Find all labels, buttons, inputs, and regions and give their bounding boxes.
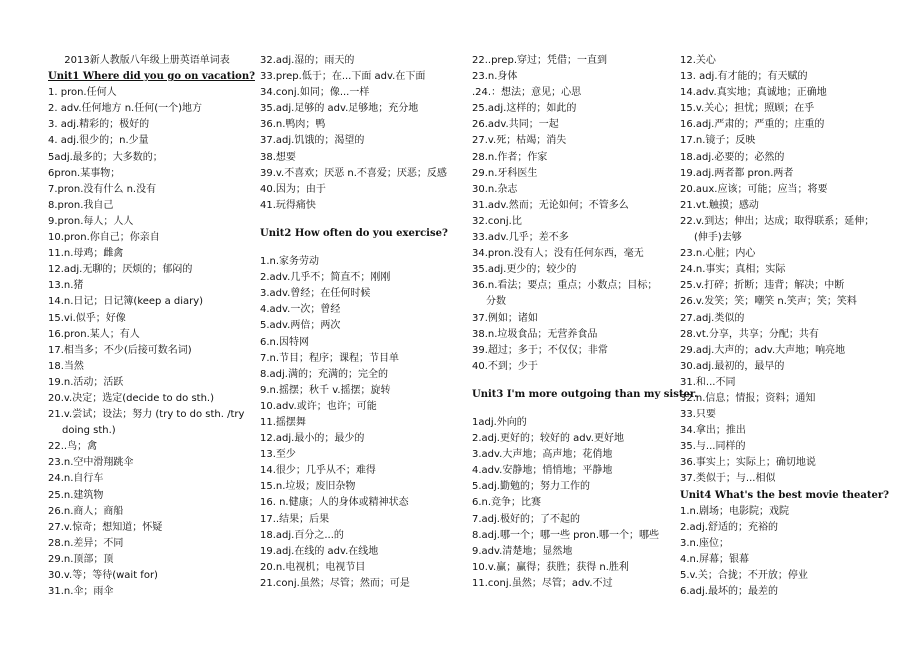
vocab-entry: 21.vt.触摸；感动 [680,199,759,211]
vocab-entry: 22..鸟；禽 [48,441,98,453]
vocab-entry: 37.例如；诸如 [472,312,538,324]
vocab-entry: 分数 [486,296,506,308]
vocab-entry: 15.n.垃圾；废旧杂物 [260,481,356,493]
vocab-entry: 22.v.到达；伸出；达成；取得联系；延伸； [680,215,875,227]
vocab-entry: 28.n.差异；不同 [48,537,124,549]
vocab-entry: 30.adj.最初的，最早的 [680,360,785,372]
vocab-entry: 16.pron.某人；有人 [48,328,140,340]
vocab-entry: 5.v.关；合拢；不开放；停业 [680,570,808,581]
spacer [472,403,670,415]
vocab-entry: 11.n.母鸡；雌禽 [48,248,124,260]
vocab-entry: 9.adv.清楚地；显然地 [472,545,573,557]
vocab-entry: 5.adv.两倍；两次 [260,320,341,332]
vocab-entry: 36.n.鸭肉；鸭 [260,119,326,131]
vocab-entry: 11.摇摆舞 [260,416,306,428]
vocab-entry: 14.n.日记；日记簿(keep a diary) [48,296,204,308]
vocab-entry: 16. n.健康；人的身体或精神状态 [260,497,409,509]
vocab-entry: .24.：想法；意见；心思 [472,87,582,99]
vocab-entry: 17.n.镜子；反映 [680,135,756,147]
vocab-entry: 25.n.建筑物 [48,489,104,501]
vocab-entry: 32.n.信息；情报；资料；通知 [680,392,816,404]
unit-heading: Unit4 What's the best movie theater? [680,489,889,501]
vocab-entry: 9.n.摇摆；秋千 v.摇摆；旋转 [260,384,391,396]
vocab-entry: 7.n.节目；程序；课程；节目单 [260,352,400,364]
vocab-entry: 33.prep.低于；在...下面 adv.在下面 [260,71,426,83]
spacer [260,242,460,254]
vocab-entry: 8.adj.哪一个；哪一些 pron.哪一个；哪些 [472,529,660,541]
vocab-entry: 33.只要 [680,409,716,421]
vocab-entry: 3.adv.曾经；在任何时候 [260,288,371,300]
vocab-entry: 20.n.电视机；电视节目 [260,561,366,573]
vocab-entry: 31.和...不同 [680,376,736,388]
vocab-entry: 2.adj.更好的；较好的 adv.更好地 [472,433,624,445]
vocab-entry: 19.adj.在线的 adv.在线地 [260,545,379,557]
vocab-entry: 9.pron.每人；人人 [48,215,134,227]
vocab-entry: 39.超过；多于；不仅仅；非常 [472,344,608,356]
vocab-entry: (伸手)去够 [694,232,742,244]
vocab-entry: 15.v.关心；担忧；照顾；在乎 [680,103,815,115]
vocab-entry: 35.与...同样的 [680,441,746,453]
vocab-entry: 12.adj.无聊的；厌烦的；郁闷的 [48,264,193,276]
vocab-entry: 23.n.空中滑翔跳伞 [48,457,134,469]
vocab-entry: 24.n.事实；真相；实际 [680,264,786,276]
vocab-entry: 2.adv.几乎不；简直不；刚刚 [260,272,391,284]
vocab-entry: 29.adj.大声的；adv.大声地；响亮地 [680,344,846,356]
vocab-entry: 36.事实上；实际上；确切地说 [680,457,816,469]
column-2 [260,53,460,592]
vocab-entry: 6.adj.最坏的；最差的 [680,586,778,598]
vocab-entry: 34.pron.没有人；没有任何东西，毫无 [472,248,644,260]
vocab-entry: 25.adj.这样的；如此的 [472,103,577,115]
vocab-entry: 24.n.自行车 [48,473,104,485]
vocab-entry: 33.adv.几乎；差不多 [472,232,569,244]
vocab-entry: 18.adj.百分之...的 [260,529,344,541]
vocab-entry: 6.n.竞争；比赛 [472,497,542,509]
vocab-entry: 7.pron.没有什么 n.没有 [48,183,157,195]
vocab-entry: 29.n.顶部；顶 [48,553,114,565]
vocab-entry: 4.adv.一次；曾经 [260,304,341,316]
vocab-entry: 17..结果；后果 [260,513,330,525]
vocab-entry: 2.adj.舒适的；充裕的 [680,521,778,533]
vocab-entry: 8.pron.我自己 [48,199,114,211]
vocab-entry: 30.v.等；等待(wait for) [48,570,158,581]
vocab-entry: 26.v.发笑；笑；嘲笑 n.笑声；笑；笑料 [680,296,857,308]
vocab-entry: 1. pron.任何人 [48,87,117,99]
vocab-entry: 18.当然 [48,360,84,372]
vocab-entry: 36.n.看法；要点；重点；小数点；目标； [472,280,658,292]
vocab-entry: 7.adj.极好的；了不起的 [472,513,580,525]
unit-heading: Unit1 Where did you go on vacation? [48,71,255,83]
vocab-entry: 13.至少 [260,449,296,461]
vocab-entry: 32.adj.湿的；雨天的 [260,55,355,66]
column-4 [680,53,889,600]
vocab-entry: 6pron.某事物； [48,167,121,179]
vocab-entry: 19.adj.两者都 pron.两者 [680,167,794,179]
vocab-entry: 38.n.垃圾食品；无营养食品 [472,328,598,340]
vocab-entry: 13. adj.有才能的；有天赋的 [680,71,808,83]
vocab-entry: 8.adj.满的；充满的；完全的 [260,368,388,380]
vocab-entry: 27.v.死；枯竭；消失 [472,135,567,147]
vocab-entry: 14.adv.真实地；真诚地；正确地 [680,87,827,99]
vocab-entry: 41.玩得痛快 [260,199,316,211]
vocab-entry: 10.adv.或许；也许；可能 [260,400,377,412]
vocab-entry: 12.关心 [680,55,716,66]
vocab-entry: 3. adj.精彩的；极好的 [48,119,150,131]
vocab-entry: 11.conj.虽然；尽管；adv.不过 [472,577,613,589]
vocab-entry: 5adj.最多的；大多数的； [48,151,163,163]
vocab-entry: 31.adv.然而；无论如何；不管多么 [472,199,629,211]
vocab-entry: 20.aux.应该；可能；应当；将要 [680,183,828,195]
vocab-entry: 15.vi.似乎；好像 [48,312,126,324]
spacer [260,214,460,226]
vocab-entry: 39.v.不喜欢；厌恶 n.不喜爱；厌恶；反感 [260,167,447,179]
vocab-entry: 26.n.商人；商船 [48,505,124,517]
vocab-entry: 17.相当多；不少(后接可数名词) [48,344,192,356]
vocab-entry: 19.n.活动；活跃 [48,376,124,388]
vocab-entry: 37.类似于；与...相似 [680,473,776,485]
vocab-entry: 27.v.惊奇；想知道；怀疑 [48,521,163,533]
vocab-entry: 16.adj.严肃的；严重的；庄重的 [680,119,825,131]
vocab-entry: 38.想要 [260,151,296,163]
vocab-entry: 14.很少；几乎从不；难得 [260,465,376,477]
vocab-entry: 21.v.尝试；设法；努力 (try to do sth. /try [48,409,245,421]
vocab-entry: 18.adj.必要的；必然的 [680,151,785,163]
vocab-entry: 2. adv.任何地方 n.任何(一个)地方 [48,103,203,115]
vocab-entry: 32.conj.比 [472,215,522,227]
column-1 [48,53,255,600]
vocab-entry: 1.n.剧场；电影院；戏院 [680,505,790,517]
vocab-entry: 30.n.杂志 [472,183,518,195]
vocab-entry: 23.n.心脏；内心 [680,248,756,260]
vocab-entry: 26.adv.共同；一起 [472,119,559,131]
vocab-entry: 5.adj.勤勉的；努力工作的 [472,481,590,493]
vocab-entry: 25.v.打碎；折断；违背；解决；中断 [680,280,845,292]
vocab-entry: 10.pron.你自己；你亲自 [48,232,160,244]
vocab-entry: 4.adv.安静地；悄悄地；平静地 [472,465,613,477]
vocab-entry: 6.n.因特网 [260,336,310,348]
vocab-entry: 37.adj.饥饿的；渴望的 [260,135,365,147]
vocab-entry: 4.n.屏幕；银幕 [680,553,750,565]
vocab-entry: 28.vt.分享，共享；分配；共有 [680,328,819,340]
document-title: 2013新人教版八年级上册英语单词表 [64,55,230,66]
vocab-entry: 31.n.伞；雨伞 [48,586,114,598]
vocab-entry: 13.n.猪 [48,280,84,292]
vocab-entry: 4. adj.很少的；n.少量 [48,135,149,147]
vocab-entry: 1.n.家务劳动 [260,256,320,268]
vocab-entry: 12.adj.最小的；最少的 [260,433,365,445]
vocab-entry: 20.v.决定；选定(decide to do sth.) [48,392,214,404]
unit-heading: Unit2 How often do you exercise? [260,227,448,239]
vocab-entry: 10.v.赢；赢得；获胜；获得 n.胜利 [472,561,629,573]
unit-heading: Unit3 I'm more outgoing than my sister. [472,388,698,400]
vocab-entry: 22..prep.穿过；凭借；一直到 [472,55,607,66]
vocab-entry: doing sth.) [62,425,116,437]
vocab-entry: 40.因为；由于 [260,183,326,195]
vocab-entry: 34.conj.如同；像...一样 [260,87,370,99]
vocab-entry: 35.adj.更少的；较少的 [472,264,577,276]
vocab-entry: 27.adj.类似的 [680,312,745,324]
vocab-entry: 21.conj.虽然；尽管；然而；可是 [260,577,410,589]
vocab-entry: 29.n.牙科医生 [472,167,538,179]
vocab-entry: 3.n.座位； [680,537,730,549]
vocab-entry: 34.拿出；推出 [680,425,746,437]
vocab-entry: 40.不到；少于 [472,360,538,372]
vocab-entry: 35.adj.足够的 adv.足够地；充分地 [260,103,419,115]
vocab-entry: 23.n.身体 [472,71,518,83]
spacer [472,375,670,387]
vocab-entry: 3.adv.大声地；高声地；花俏地 [472,449,613,461]
vocab-entry: 1adj.外向的 [472,416,527,428]
vocab-entry: 28.n.作者；作家 [472,151,548,163]
